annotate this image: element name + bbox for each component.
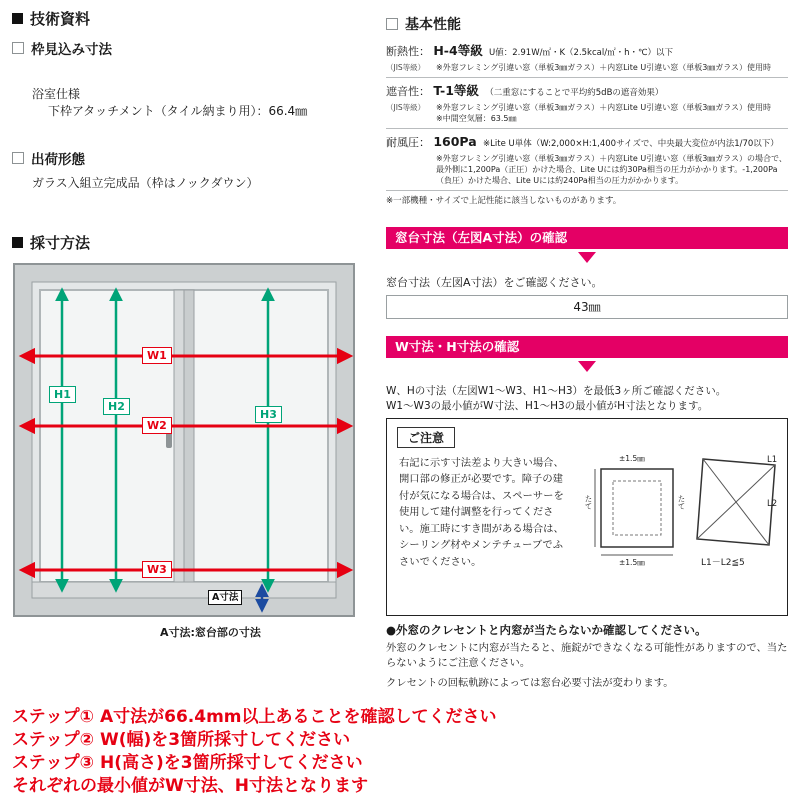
perf-note: ※外窓フレミング引違い窓（単板3㎜ガラス）＋内窓Lite U引違い窓（単板3㎜ガラス）使用時 bbox=[436, 63, 772, 72]
step-2: ステップ② W(幅)を3箇所採寸してください bbox=[12, 730, 351, 750]
perf-jis-label: （JIS等級） bbox=[386, 103, 426, 112]
bath-spec-label: 浴室仕様 bbox=[32, 87, 81, 101]
filled-square-marker-icon bbox=[12, 13, 23, 24]
step-summary: それぞれの最小値がW寸法、H寸法となります bbox=[12, 776, 368, 796]
frame-depth-title: 枠見込み寸法 bbox=[31, 42, 112, 58]
tolerance-left-label: たて bbox=[584, 495, 593, 510]
perf-jis-label: （JIS等級） bbox=[386, 63, 426, 72]
outline-square-marker-icon bbox=[12, 42, 24, 54]
shipping-title: 出荷形態 bbox=[31, 152, 85, 168]
diagonal-l2-label: L2 bbox=[767, 499, 778, 509]
bath-spec-value: 下枠アタッチメント（タイル納まり用）：66.4㎜ bbox=[48, 104, 308, 118]
step-1: ステップ① A寸法が66.4mm以上あることを確認してください bbox=[12, 707, 497, 727]
crescent-note-2: クレセントの回転軌跡によっては窓台必要寸法が変わります。 bbox=[386, 677, 674, 689]
h3-dimension-label: H3 bbox=[255, 406, 282, 423]
perf-desc: U値：2.91W/㎡・K（2.5kcal/㎡・h・℃）以下 bbox=[489, 48, 674, 58]
performance-footnote: ※一部機種・サイズで上記性能に該当しないものがあります。 bbox=[386, 196, 622, 206]
perf-grade: 160Pa bbox=[433, 134, 477, 149]
perf-row-wind bbox=[386, 129, 788, 191]
caution-body: 右記に示す寸法差より大きい場合、開口部の修正が必要です。障子の建付が気になる場合は、スペーサーを使用して建付調整を行ってください。施工時にすき間がある場合は、シーリング材やメンテチューブでふさいでください。 bbox=[399, 457, 564, 568]
tolerance-diagram-svg bbox=[583, 453, 687, 565]
diagonal-diagram bbox=[693, 453, 785, 593]
crescent-check-heading: ●外窓のクレセントと内窓が当たらないか確認してください。 bbox=[386, 623, 707, 637]
perf-category: 断熱性： bbox=[386, 45, 430, 58]
caution-box bbox=[386, 418, 788, 616]
down-triangle-icon bbox=[578, 361, 596, 372]
h1-dimension-label: H1 bbox=[49, 386, 76, 403]
a-dimension-caption: A寸法:窓台部の寸法 bbox=[160, 626, 261, 639]
perf-note: ※外窓フレミング引違い窓（単板3㎜ガラス）＋内窓Lite U引違い窓（単板3㎜ガラス）の場合で、最外側に1,200Pa（正圧）かけた場合、Lite Uには約30Pa相当の圧力がかかります。-1,200Pa（負圧）かけた場合、Lite Uには約240Pa相当の圧力がかかります。 bbox=[436, 154, 787, 185]
basic-performance-title: 基本性能 bbox=[405, 17, 461, 33]
tolerance-top-label: ±1.5㎜ bbox=[619, 454, 645, 463]
diagonal-rule: L1－L2≦5 bbox=[701, 558, 745, 568]
w2-dimension-label: W2 bbox=[142, 417, 172, 434]
window-measuring-diagram bbox=[10, 256, 366, 648]
perf-grade: T-1等級 bbox=[433, 83, 479, 98]
wh-banner-text: W寸法・H寸法の確認 bbox=[395, 339, 520, 354]
filled-square-marker-icon bbox=[12, 237, 23, 248]
outline-square-marker-icon bbox=[12, 152, 24, 164]
down-triangle-icon bbox=[578, 252, 596, 263]
shipping-value: ガラス入組立完成品（枠はノックダウン） bbox=[32, 176, 259, 190]
sill-check-banner bbox=[386, 227, 788, 249]
steps-block bbox=[12, 706, 497, 798]
tolerance-right-label: たて bbox=[677, 495, 686, 510]
crescent-note-1: 外窓のクレセントに内窓が当たると、施錠ができなくなる可能性がありますので、当たらないようにご注意ください。 bbox=[386, 642, 788, 670]
perf-desc: ※Lite U単体（W:2,000×H:1,400サイズで、中央最大変位が内法1/70以下） bbox=[483, 139, 779, 149]
caution-title: ご注意 bbox=[397, 427, 455, 448]
section-tech-docs bbox=[12, 8, 90, 29]
section-basic-performance bbox=[386, 14, 461, 34]
a-dimension-label: A寸法 bbox=[208, 590, 242, 605]
step-3: ステップ③ H(高さ)を3箇所採寸してください bbox=[12, 753, 363, 773]
sill-check-text: 窓台寸法（左図A寸法）をご確認ください。 bbox=[386, 276, 603, 289]
perf-note2: ※中間空気層：63.5㎜ bbox=[436, 114, 517, 123]
sill-banner-text: 窓台寸法（左図A寸法）の確認 bbox=[395, 230, 568, 245]
perf-grade: H-4等級 bbox=[433, 43, 483, 58]
perf-desc: （二重窓にすることで平均約5dBの遮音効果） bbox=[485, 88, 664, 98]
sill-dimension-valuebox: 43㎜ bbox=[386, 295, 788, 319]
w3-dimension-label: W3 bbox=[142, 561, 172, 578]
window-diagram-svg bbox=[10, 256, 366, 624]
tech-docs-title: 技術資料 bbox=[30, 10, 91, 28]
perf-category: 耐風圧： bbox=[386, 136, 430, 149]
outline-square-marker-icon bbox=[386, 18, 398, 30]
performance-table bbox=[386, 38, 788, 206]
tolerance-bottom-label: ±1.5㎜ bbox=[619, 558, 645, 567]
h2-dimension-label: H2 bbox=[103, 398, 130, 415]
section-shipping bbox=[12, 148, 85, 168]
tolerance-diagram bbox=[583, 453, 687, 583]
wh-check-text1: W、Hの寸法（左図W1～W3、H1～H3）を最低3ヶ所ご確認ください。 bbox=[386, 385, 727, 397]
wh-check-banner bbox=[386, 336, 788, 358]
wh-check-text2: W1～W3の最小値がW寸法、H1～H3の最小値がH寸法となります。 bbox=[386, 400, 709, 412]
perf-note: ※外窓フレミング引違い窓（単板3㎜ガラス）＋内窓Lite U引違い窓（単板3㎜ガラス）使用時 bbox=[436, 103, 772, 112]
measuring-title: 採寸方法 bbox=[30, 234, 91, 252]
perf-row-sound bbox=[386, 78, 788, 129]
perf-category: 遮音性： bbox=[386, 85, 430, 98]
perf-row-insulation bbox=[386, 38, 788, 78]
w1-dimension-label: W1 bbox=[142, 347, 172, 364]
perf-jis-label bbox=[386, 153, 432, 186]
diagonal-l1-label: L1 bbox=[767, 455, 778, 465]
section-frame-depth bbox=[12, 38, 112, 58]
section-measuring bbox=[12, 232, 90, 253]
